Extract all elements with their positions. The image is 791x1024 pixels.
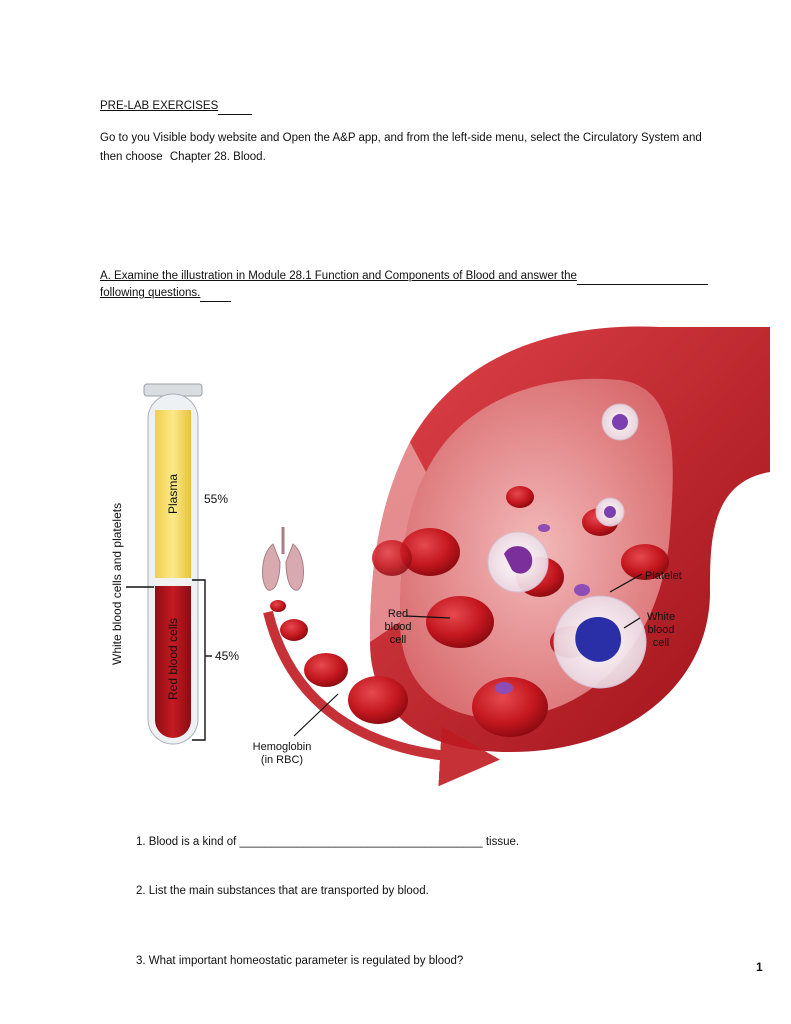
section-a-text: A. Examine the illustration in Module 28.1 Function and Components of Blood and answer the xyxy=(100,270,577,282)
rbc-cell xyxy=(372,540,412,576)
pre-lab-heading xyxy=(100,99,252,115)
question-2: 2. List the main substances that are transported by blood. xyxy=(136,885,429,897)
rbc-label-1: Red xyxy=(387,608,409,620)
rbc-cell xyxy=(270,600,286,612)
rbc-cell xyxy=(280,619,308,641)
blood-composition-figure xyxy=(100,322,770,792)
q1-suffix: tissue. xyxy=(485,836,520,848)
platelet xyxy=(538,524,550,532)
q1-answer-blank[interactable]: ______________________________________ xyxy=(239,836,483,848)
underline-pad xyxy=(200,286,231,302)
rbc-cell xyxy=(304,653,348,687)
rbc-label-3: cell xyxy=(389,634,407,646)
lung-left xyxy=(263,544,280,590)
section-a-text-2: following questions. xyxy=(100,287,201,299)
hemoglobin-label-1: Hemoglobin xyxy=(252,741,312,753)
section-a-line-2 xyxy=(100,286,231,302)
wbc-label-1: White xyxy=(646,611,676,623)
lungs-icon xyxy=(263,527,304,590)
platelet xyxy=(574,584,590,596)
rbc-tube-label: Red blood cells xyxy=(166,617,180,700)
wbc-label-2: blood xyxy=(647,624,675,636)
underline-pad xyxy=(218,99,252,115)
lung-right xyxy=(286,544,303,590)
plasma-label: Plasma xyxy=(166,473,180,514)
underline-pad xyxy=(577,269,708,285)
intro-line-2 xyxy=(100,150,266,165)
page-number: 1 xyxy=(756,960,763,974)
intro-line-1: Go to you Visible body website and Open the A&P app, and from the left-side menu, select the Circulatory System and xyxy=(100,132,702,144)
wbc-nucleus xyxy=(612,414,628,430)
buffy-coat-layer xyxy=(155,578,191,586)
blood-vessel xyxy=(370,326,770,752)
wbc-nucleus xyxy=(604,506,616,518)
rbc-cell xyxy=(348,676,408,724)
rbc-label-2: blood xyxy=(384,621,412,633)
intro-chapter: Chapter 28. Blood. xyxy=(169,151,266,163)
question-3: 3. What important homeostatic parameter is regulated by blood? xyxy=(136,955,464,967)
q1-prefix: 1. Blood is a kind of xyxy=(136,836,237,848)
section-a-line-1 xyxy=(100,269,708,285)
rbc-percent: 45% xyxy=(215,649,240,663)
intro-then-choose: then choose xyxy=(100,151,163,163)
wbc-label-3: cell xyxy=(652,637,670,649)
question-1 xyxy=(136,835,519,850)
rbc-cell xyxy=(426,596,494,648)
plasma-percent: 55% xyxy=(204,492,229,506)
platelet xyxy=(495,682,513,694)
platelet-label: Platelet xyxy=(645,570,682,582)
rbc-cell xyxy=(506,486,534,508)
hemoglobin-label-2: (in RBC) xyxy=(260,754,304,766)
pre-lab-title: PRE-LAB EXERCISES xyxy=(100,100,219,112)
wbc-platelets-label: White blood cells and platelets xyxy=(110,502,124,665)
